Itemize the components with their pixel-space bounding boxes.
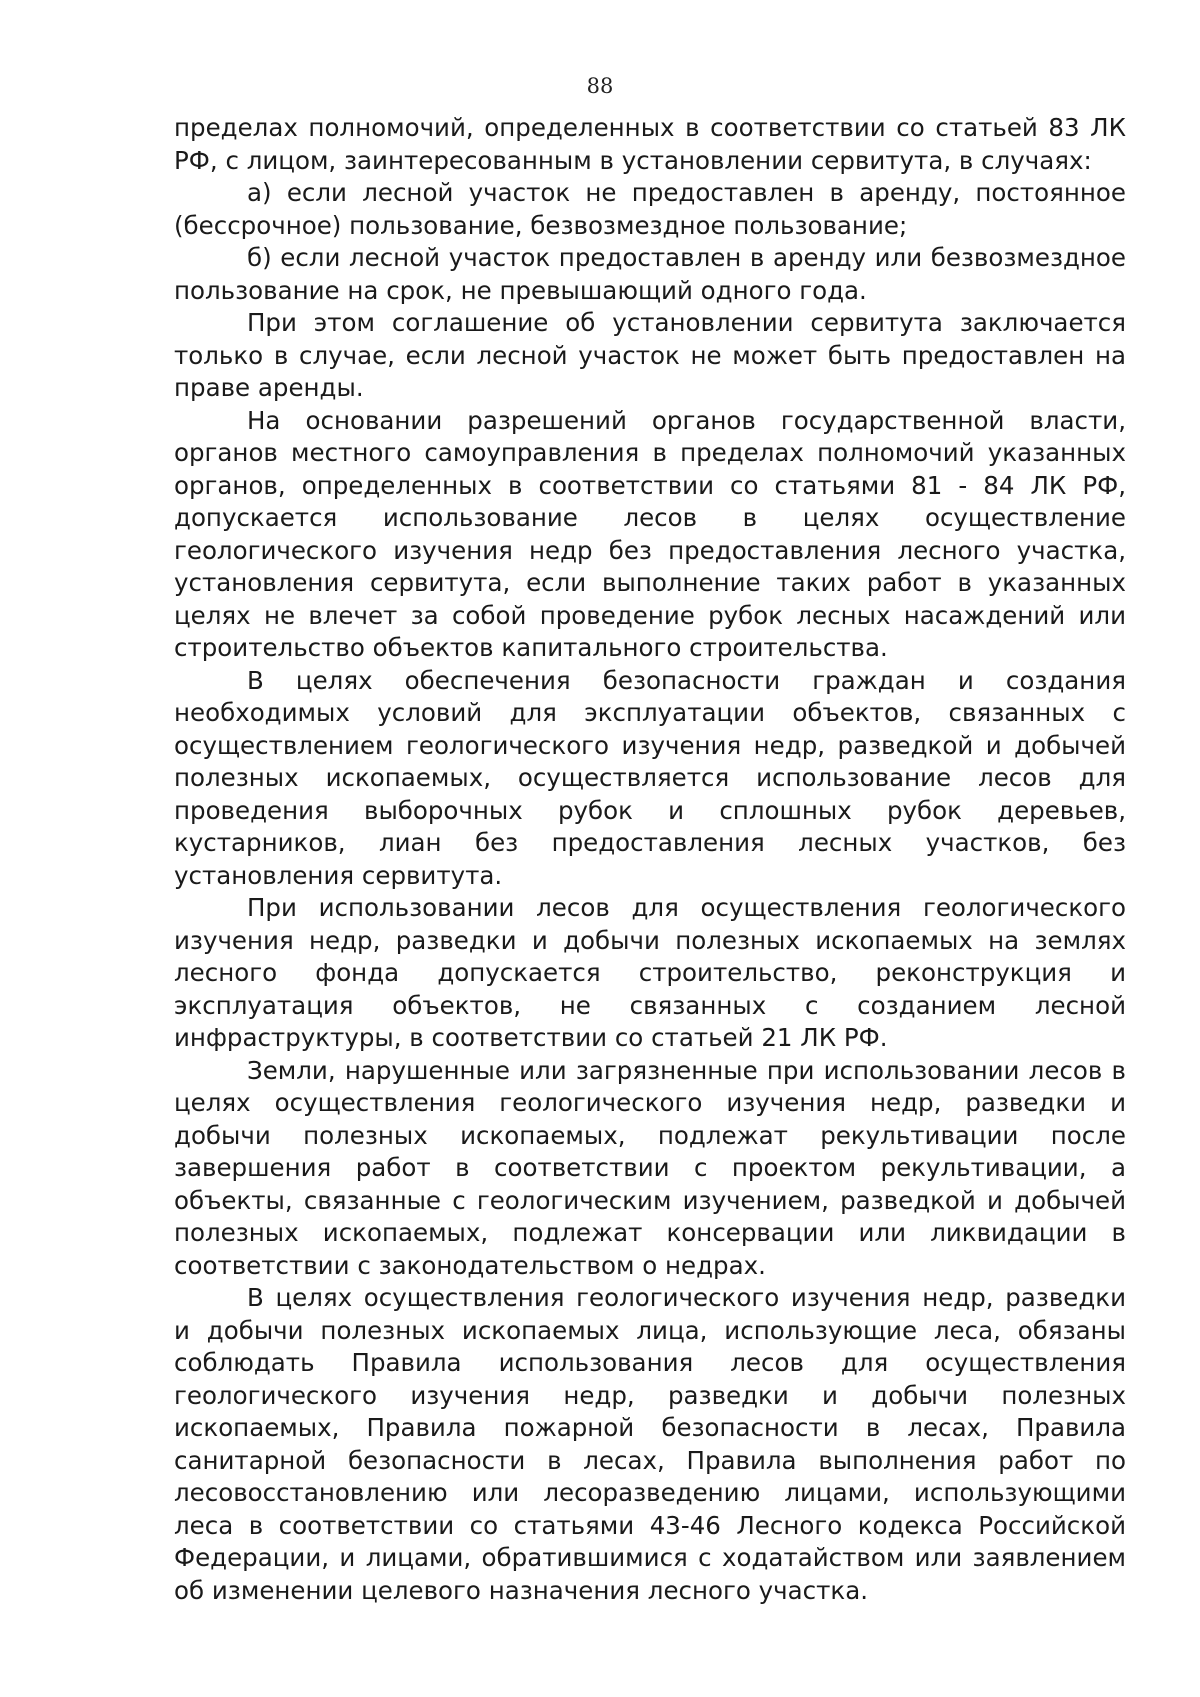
page-number: 88 [586, 74, 614, 98]
paragraph-reclamation: Земли, нарушенные или загрязненные при использовании лесов в целях осуществления геологического изучения недр, разведки и добычи полезных ископаемых, подлежат рекультивации после завершения работ в соответствии с проектом рекультивации, а объекты, связанные с геологическим изучением, разведкой и добычей полезных ископаемых, подлежат консервации или ликвидации в соответствии с законодательством о недрах. [174, 1055, 1126, 1280]
paragraph-construction: При использовании лесов для осуществления геологического изучения недр, разведки и добычи полезных ископаемых на землях лесного фонда допускается строительство, реконструкция и эксплуатация объектов, не связанных с созданием лесной инфраструктуры, в соответствии со статьей 21 ЛК РФ. [174, 893, 1126, 1052]
paragraph-obligations: В целях осуществления геологического изучения недр, разведки и добычи полезных ископаемых лица, использующие леса, обязаны соблюдать Правила использования лесов для осуществления геологического изучения недр, разведки и добычи полезных ископаемых, Правила пожарной безопасности в лесах, Правила санитарной безопасности в лесах, Правила выполнения работ по лесовосстановлению или лесоразведению лицами, использующими леса в соответствии со статьями 43-46 Лесного кодекса Российской Федерации, и лицами, обратившимися с ходатайством или заявлением об изменении целевого назначения лесного участка. [174, 1283, 1126, 1605]
paragraph-permissions: На основании разрешений органов государственной власти, органов местного самоуправления в пределах полномочий указанных органов, определенных в соответствии со статьями 81 - 84 ЛК РФ, допускается использование лесов в целях осуществление геологического изучения недр без предоставления лесного участка, установления сервитута, если выполнение таких работ в указанных целях не влечет за собой проведение рубок лесных насаждений или строительство объектов капитального строительства. [174, 405, 1126, 662]
paragraph-safety: В целях обеспечения безопасности граждан и создания необходимых условий для эксплуатации объектов, связанных с осуществлением геологического изучения недр, разведкой и добычей полезных ископаемых, осуществляется использование лесов для проведения выборочных рубок и сплошных рубок деревьев, кустарников, лиан без предоставления лесных участков, без установления сервитута. [174, 665, 1126, 890]
paragraph-servitude-agreement: При этом соглашение об установлении сервитута заключается только в случае, если лесной участок не может быть предоставлен на праве аренды. [174, 308, 1126, 402]
paragraph-item-b: б) если лесной участок предоставлен в аренду или безвозмездное пользование на срок, не превышающий одного года. [174, 243, 1126, 305]
paragraph-item-a: а) если лесной участок не предоставлен в аренду, постоянное (бессрочное) пользование, безвозмездное пользование; [174, 178, 1126, 240]
document-body [174, 112, 1126, 1607]
paragraph-continuation: пределах полномочий, определенных в соответствии со статьей 83 ЛК РФ, с лицом, заинтересованным в установлении сервитута, в случаях: [174, 113, 1126, 175]
